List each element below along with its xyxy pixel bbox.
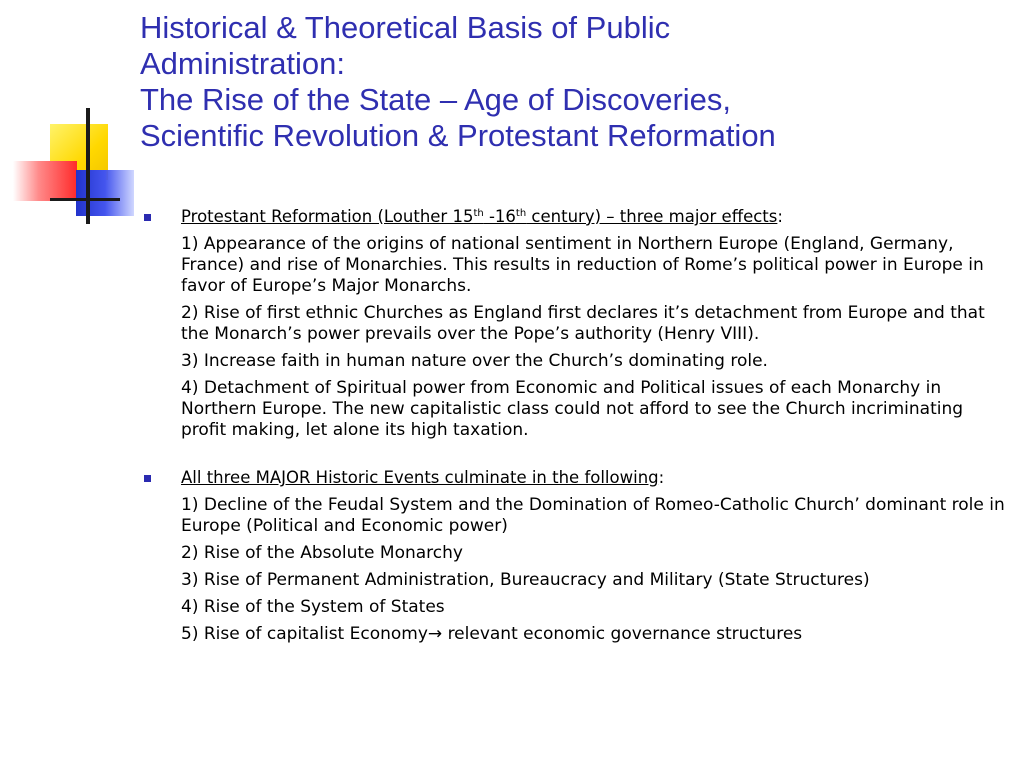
slide-title — [140, 10, 1010, 154]
list-item: 3) Increase faith in human nature over the Church’s dominating role. — [181, 351, 768, 371]
bullet-square-icon — [144, 214, 151, 221]
superscript: th — [515, 208, 527, 219]
logo-red-square — [13, 161, 77, 201]
list-item: 4) Detachment of Spiritual power from Economic and Political issues of each Monarchy in Northern Europe. The new capitalistic class could not afford to see the Church incriminating profit making, let alone its high taxation. — [181, 378, 964, 440]
heading-colon: : — [777, 207, 783, 226]
list-item: 2) Rise of the Absolute Monarchy — [181, 543, 463, 563]
heading-colon: : — [658, 468, 665, 487]
spacer — [140, 441, 1010, 467]
list-item: 3) Rise of Permanent Administration, Bureaucracy and Military (State Structures) — [181, 570, 870, 590]
heading-text-part: -16 — [483, 207, 516, 226]
title-line: Administration: — [140, 46, 346, 81]
bullet-heading — [140, 206, 1010, 228]
bullet-heading-text: All three MAJOR Historic Events culminate in the following — [181, 468, 659, 487]
list-item: 1) Appearance of the origins of national sentiment in Northern Europe (England, Germany, France) and rise of Monarchies. This results in reduction of Rome’s political power in Europe in favor of Europe’s Major Monarchs. — [181, 234, 984, 296]
list-item: 4) Rise of the System of States — [181, 597, 445, 617]
logo-horizontal-line — [50, 198, 120, 201]
bullet-culmination — [140, 467, 1010, 645]
list-item: 1) Decline of the Feudal System and the Domination of Romeo-Catholic Church’ dominant role in Europe (Political and Economic power) — [181, 495, 1005, 536]
list-item: 2) Rise of first ethnic Churches as England first declares it’s detachment from Europe and that the Monarch’s power prevails over the Pope’s authority (Henry VIII). — [181, 303, 985, 344]
bullet-heading-text — [181, 207, 777, 226]
title-line: Historical & Theoretical Basis of Public — [140, 10, 671, 45]
bullet-square-icon — [144, 475, 151, 482]
bullet-heading — [140, 467, 1010, 489]
heading-text-part: century) – three major effects — [526, 207, 778, 226]
logo-vertical-line — [86, 108, 90, 224]
bullet-protestant-reformation — [140, 206, 1010, 441]
superscript: th — [473, 208, 484, 219]
list-item: 5) Rise of capitalist Economy→ relevant economic governance structures — [181, 624, 803, 644]
slide-body — [140, 206, 1010, 645]
heading-text-part: Protestant Reformation (Louther 15 — [181, 207, 474, 226]
logo-blue-square — [76, 170, 134, 216]
title-line: Scientific Revolution & Protestant Reformation — [140, 118, 776, 153]
decorative-logo — [0, 0, 160, 240]
title-line: The Rise of the State – Age of Discoveries, — [140, 82, 732, 117]
